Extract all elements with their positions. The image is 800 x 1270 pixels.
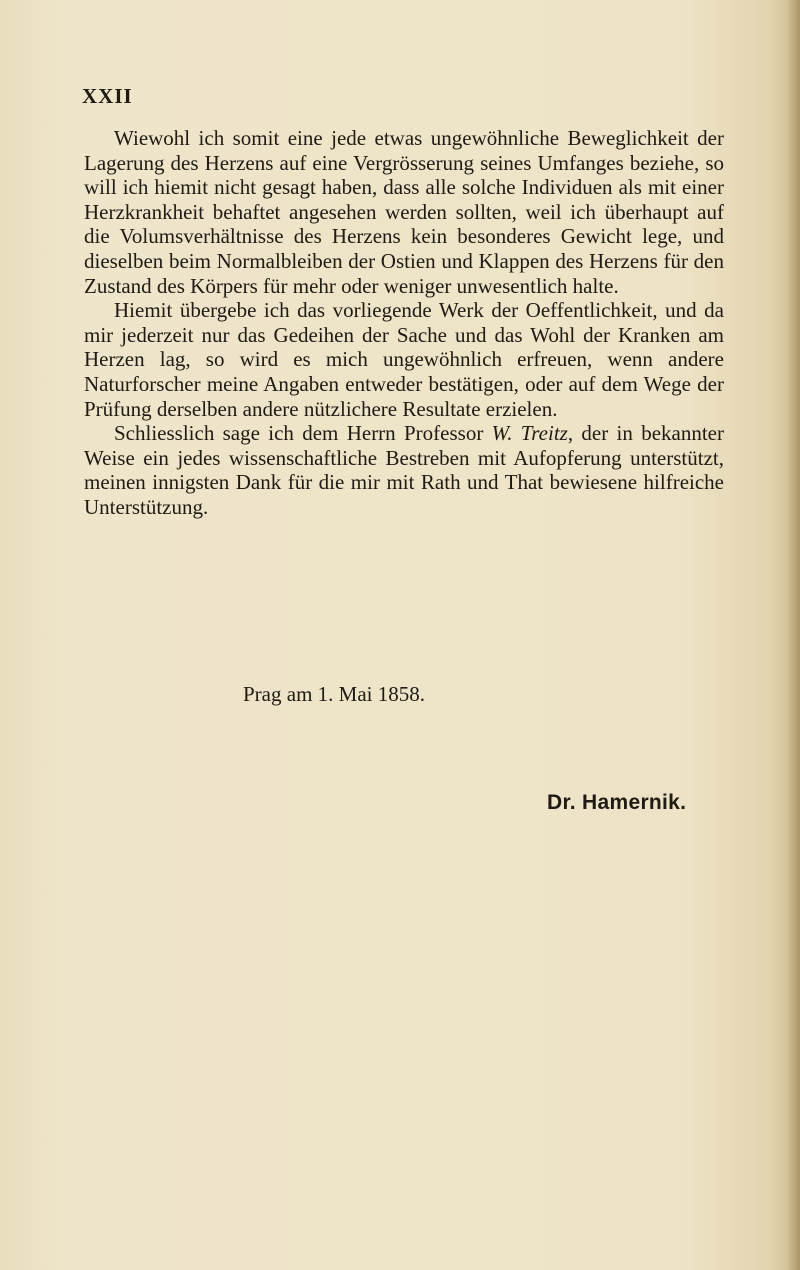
page-number: XXII: [82, 84, 133, 108]
paragraph-1: Wiewohl ich somit eine jede etwas ungewöhnliche Beweglichkeit der Lagerung des Herzens auf eine Vergrösserung seines Umfanges beziehe, so will ich hiemit nicht gesagt haben, dass alle solche Individuen als mit einer Herzkrankheit behaftet angesehen werden sollten, weil ich überhaupt auf die Volumsverhältnisse des Herzens kein besonderes Gewicht lege, und dieselben beim Normalbleiben der Ostien und Klappen des Herzens für den Zustand des Körpers für mehr oder weniger unwesentlich halte.: [84, 126, 724, 298]
paragraph-2: Hiemit übergebe ich das vorliegende Werk der Oeffentlichkeit, und da mir jederzeit nur das Gedeihen der Sache und das Wohl der Kranken am Herzen lag, so wird es mich ungewöhnlich erfreuen, wenn andere Naturforscher meine Angaben entweder bestätigen, oder auf dem Wege der Prüfung derselben andere nützlichere Resultate erzielen.: [84, 298, 724, 421]
closing-text-start: Schliesslich sage ich dem Herrn Professor: [114, 421, 492, 446]
preface-text: [84, 126, 724, 520]
author-signature: Dr. Hamernik.: [547, 791, 687, 814]
professor-name: W. Treitz: [491, 421, 568, 446]
closing-text-end: , der in bekannter Weise ein jedes wissenschaftliche Bestreben mit Aufopferung unterstützt, meinen innigsten Dank für die mir mit Rath und That bewiesene hilfreiche Unterstützung.: [84, 421, 724, 519]
paragraph-3: [84, 421, 724, 519]
dateline: Prag am 1. Mai 1858.: [243, 682, 425, 706]
page-edge: [786, 0, 800, 1270]
